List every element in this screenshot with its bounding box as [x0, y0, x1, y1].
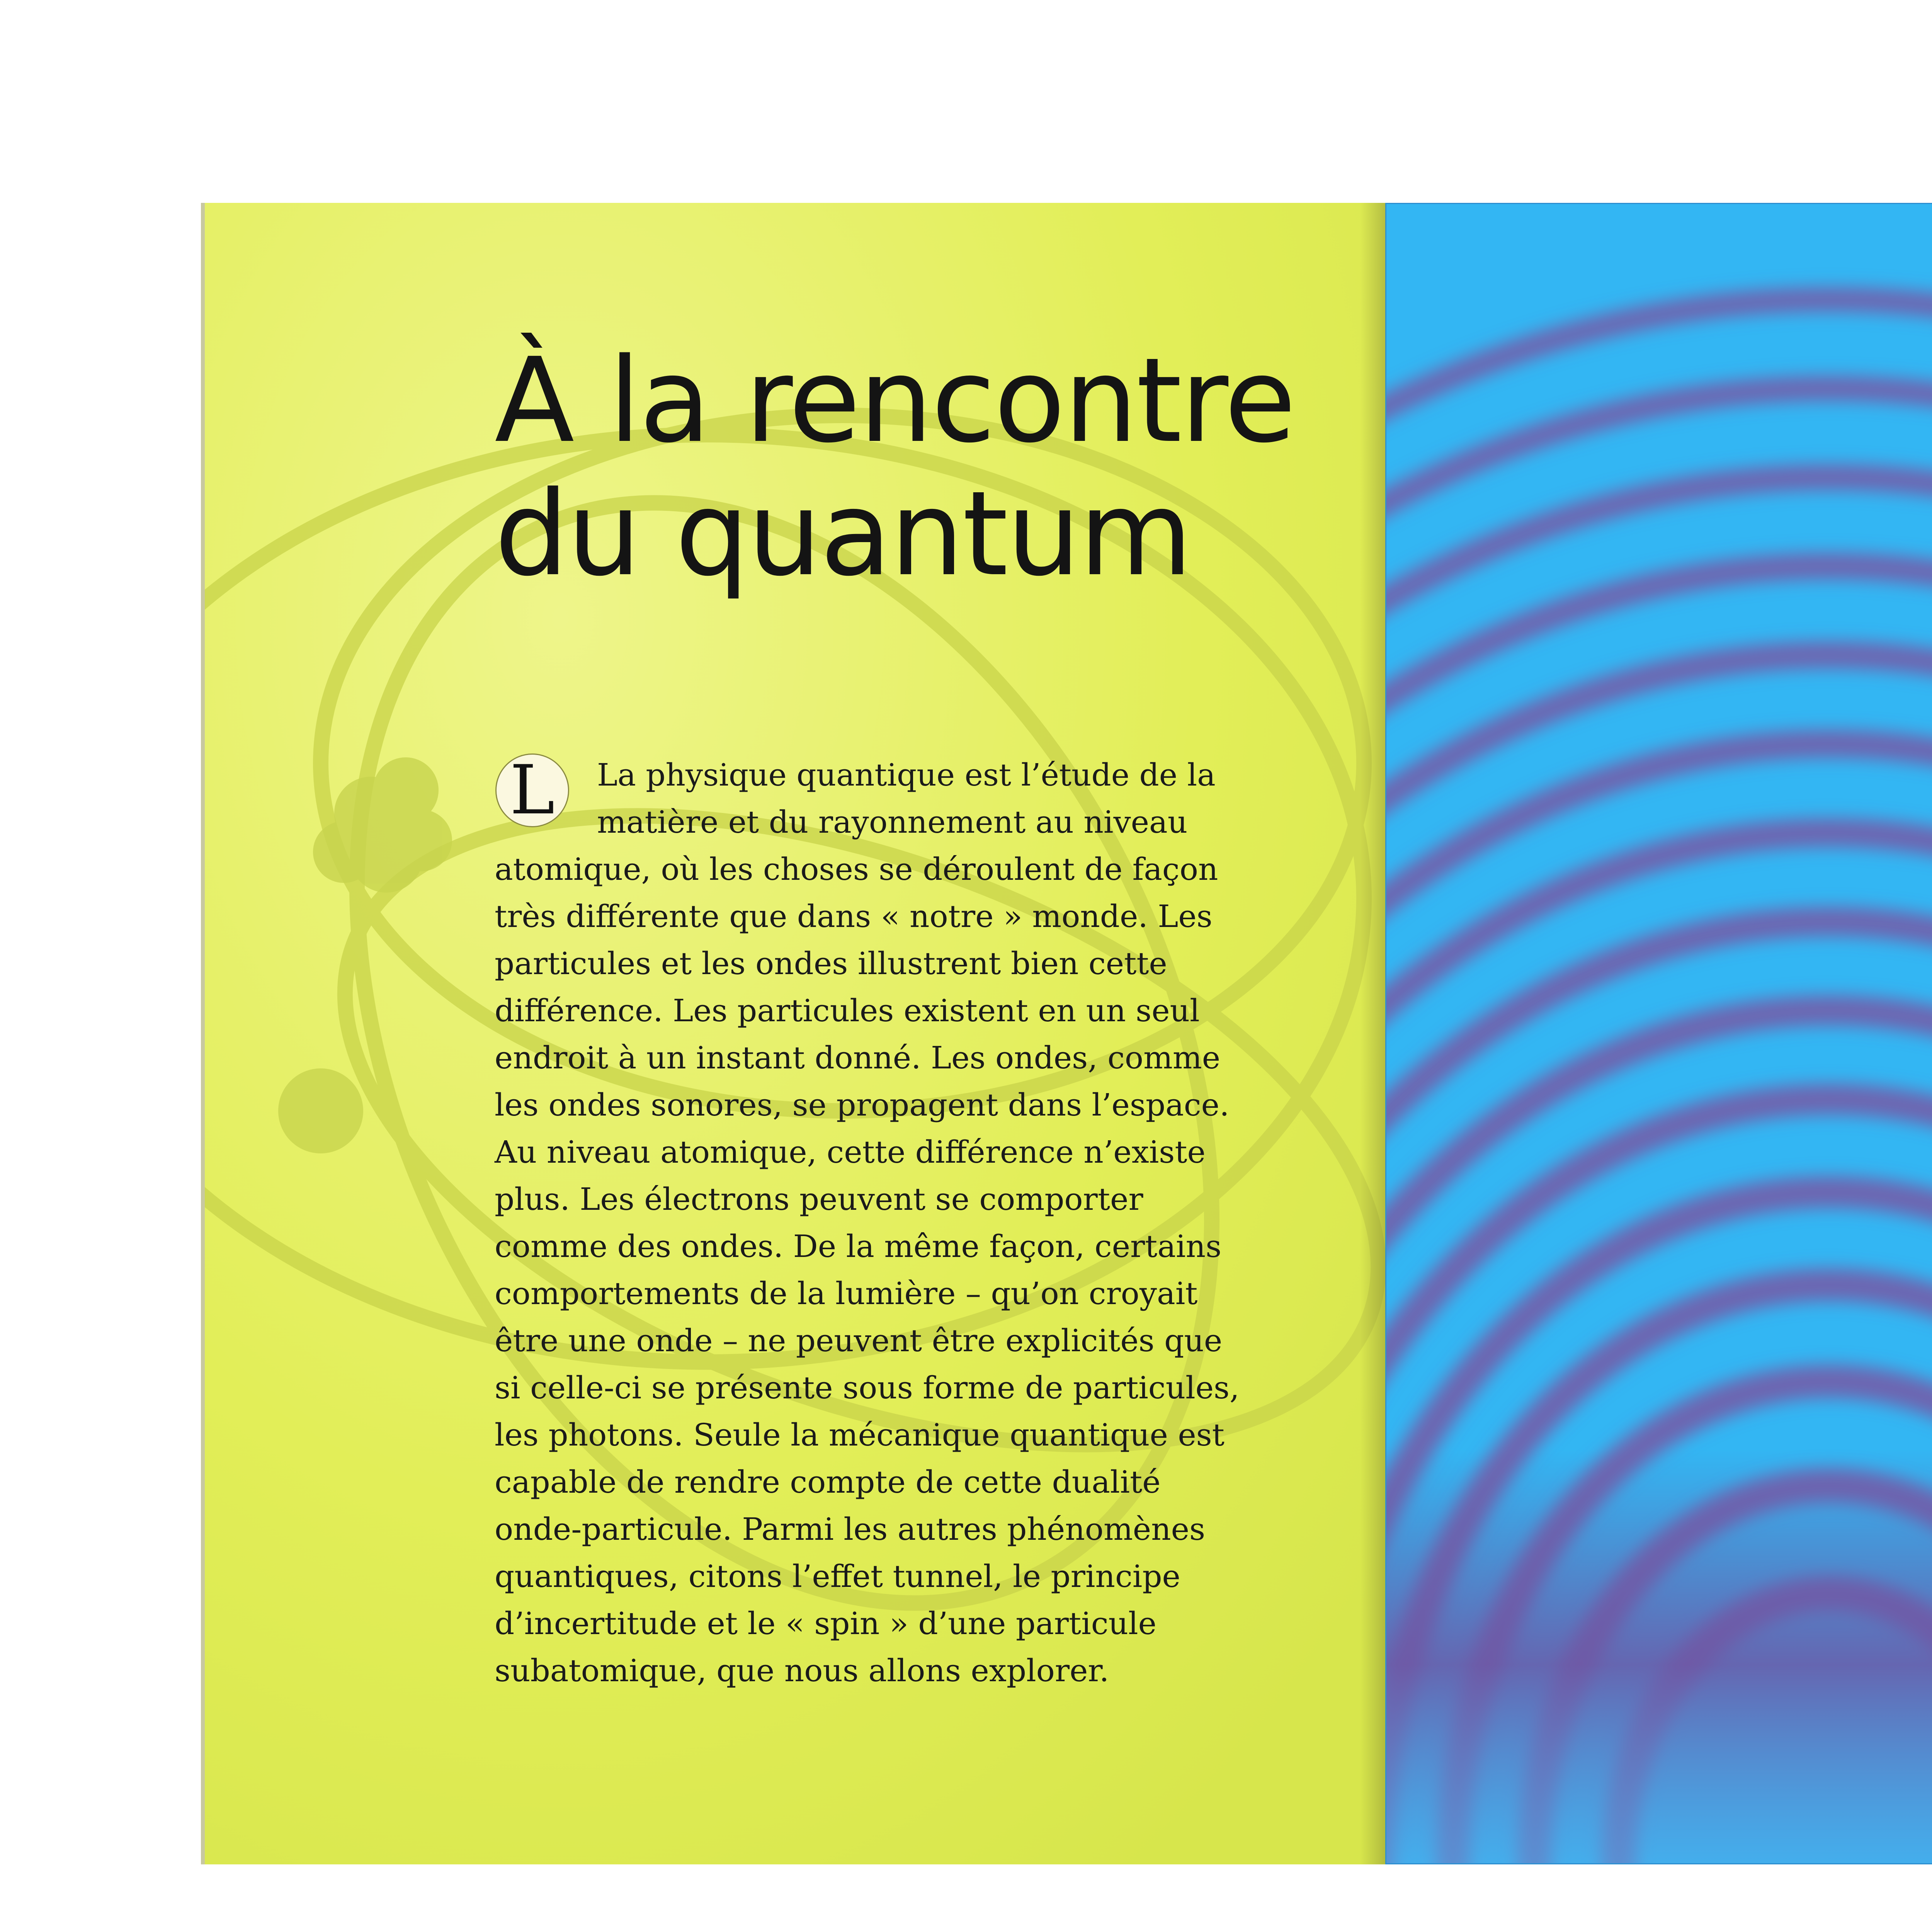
right-page [1385, 203, 1932, 1864]
page-title [495, 334, 1345, 601]
body-line: d’incertitude et le « spin » d’une particule [495, 1605, 1156, 1641]
title-line: À la rencontre [495, 333, 1295, 469]
title-line: du quantum [495, 466, 1191, 602]
book-spread [201, 203, 1932, 1864]
body-line: particules et les ondes illustrent bien cette [495, 946, 1167, 981]
body-line: La physique quantique est l’étude de la [597, 757, 1216, 793]
body-line: onde-particule. Parmi les autres phénomènes [495, 1511, 1206, 1547]
body-line: si celle-ci se présente sous forme de particules, [495, 1370, 1240, 1406]
body-line: matière et du rayonnement au niveau [597, 804, 1188, 840]
body-line: les ondes sonores, se propagent dans l’espace. [495, 1087, 1230, 1123]
body-line: Au niveau atomique, cette différence n’existe [495, 1134, 1206, 1170]
body-text [495, 752, 1240, 1694]
body-line: les photons. Seule la mécanique quantique est [495, 1417, 1225, 1453]
wave-ripple-photo [1385, 203, 1932, 1864]
body-line: quantiques, citons l’effet tunnel, le principe [495, 1558, 1180, 1594]
body-line: plus. Les électrons peuvent se comporter [495, 1181, 1143, 1217]
body-line: comportements de la lumière – qu’on croyait [495, 1276, 1198, 1311]
drop-cap: L [495, 753, 569, 827]
body-line: atomique, où les choses se déroulent de façon [495, 851, 1218, 887]
body-line: être une onde – ne peuvent être explicités que [495, 1323, 1223, 1359]
body-line: très différente que dans « notre » monde. Les [495, 898, 1213, 934]
gutter-shadow [1360, 203, 1389, 1864]
body-line: différence. Les particules existent en un seul [495, 993, 1200, 1029]
body-line: capable de rendre compte de cette dualité [495, 1464, 1161, 1500]
body-line: subatomique, que nous allons explorer. [495, 1653, 1109, 1689]
body-line: comme des ondes. De la même façon, certains [495, 1228, 1222, 1264]
body-line: endroit à un instant donné. Les ondes, comme [495, 1040, 1221, 1076]
left-page [201, 203, 1389, 1864]
